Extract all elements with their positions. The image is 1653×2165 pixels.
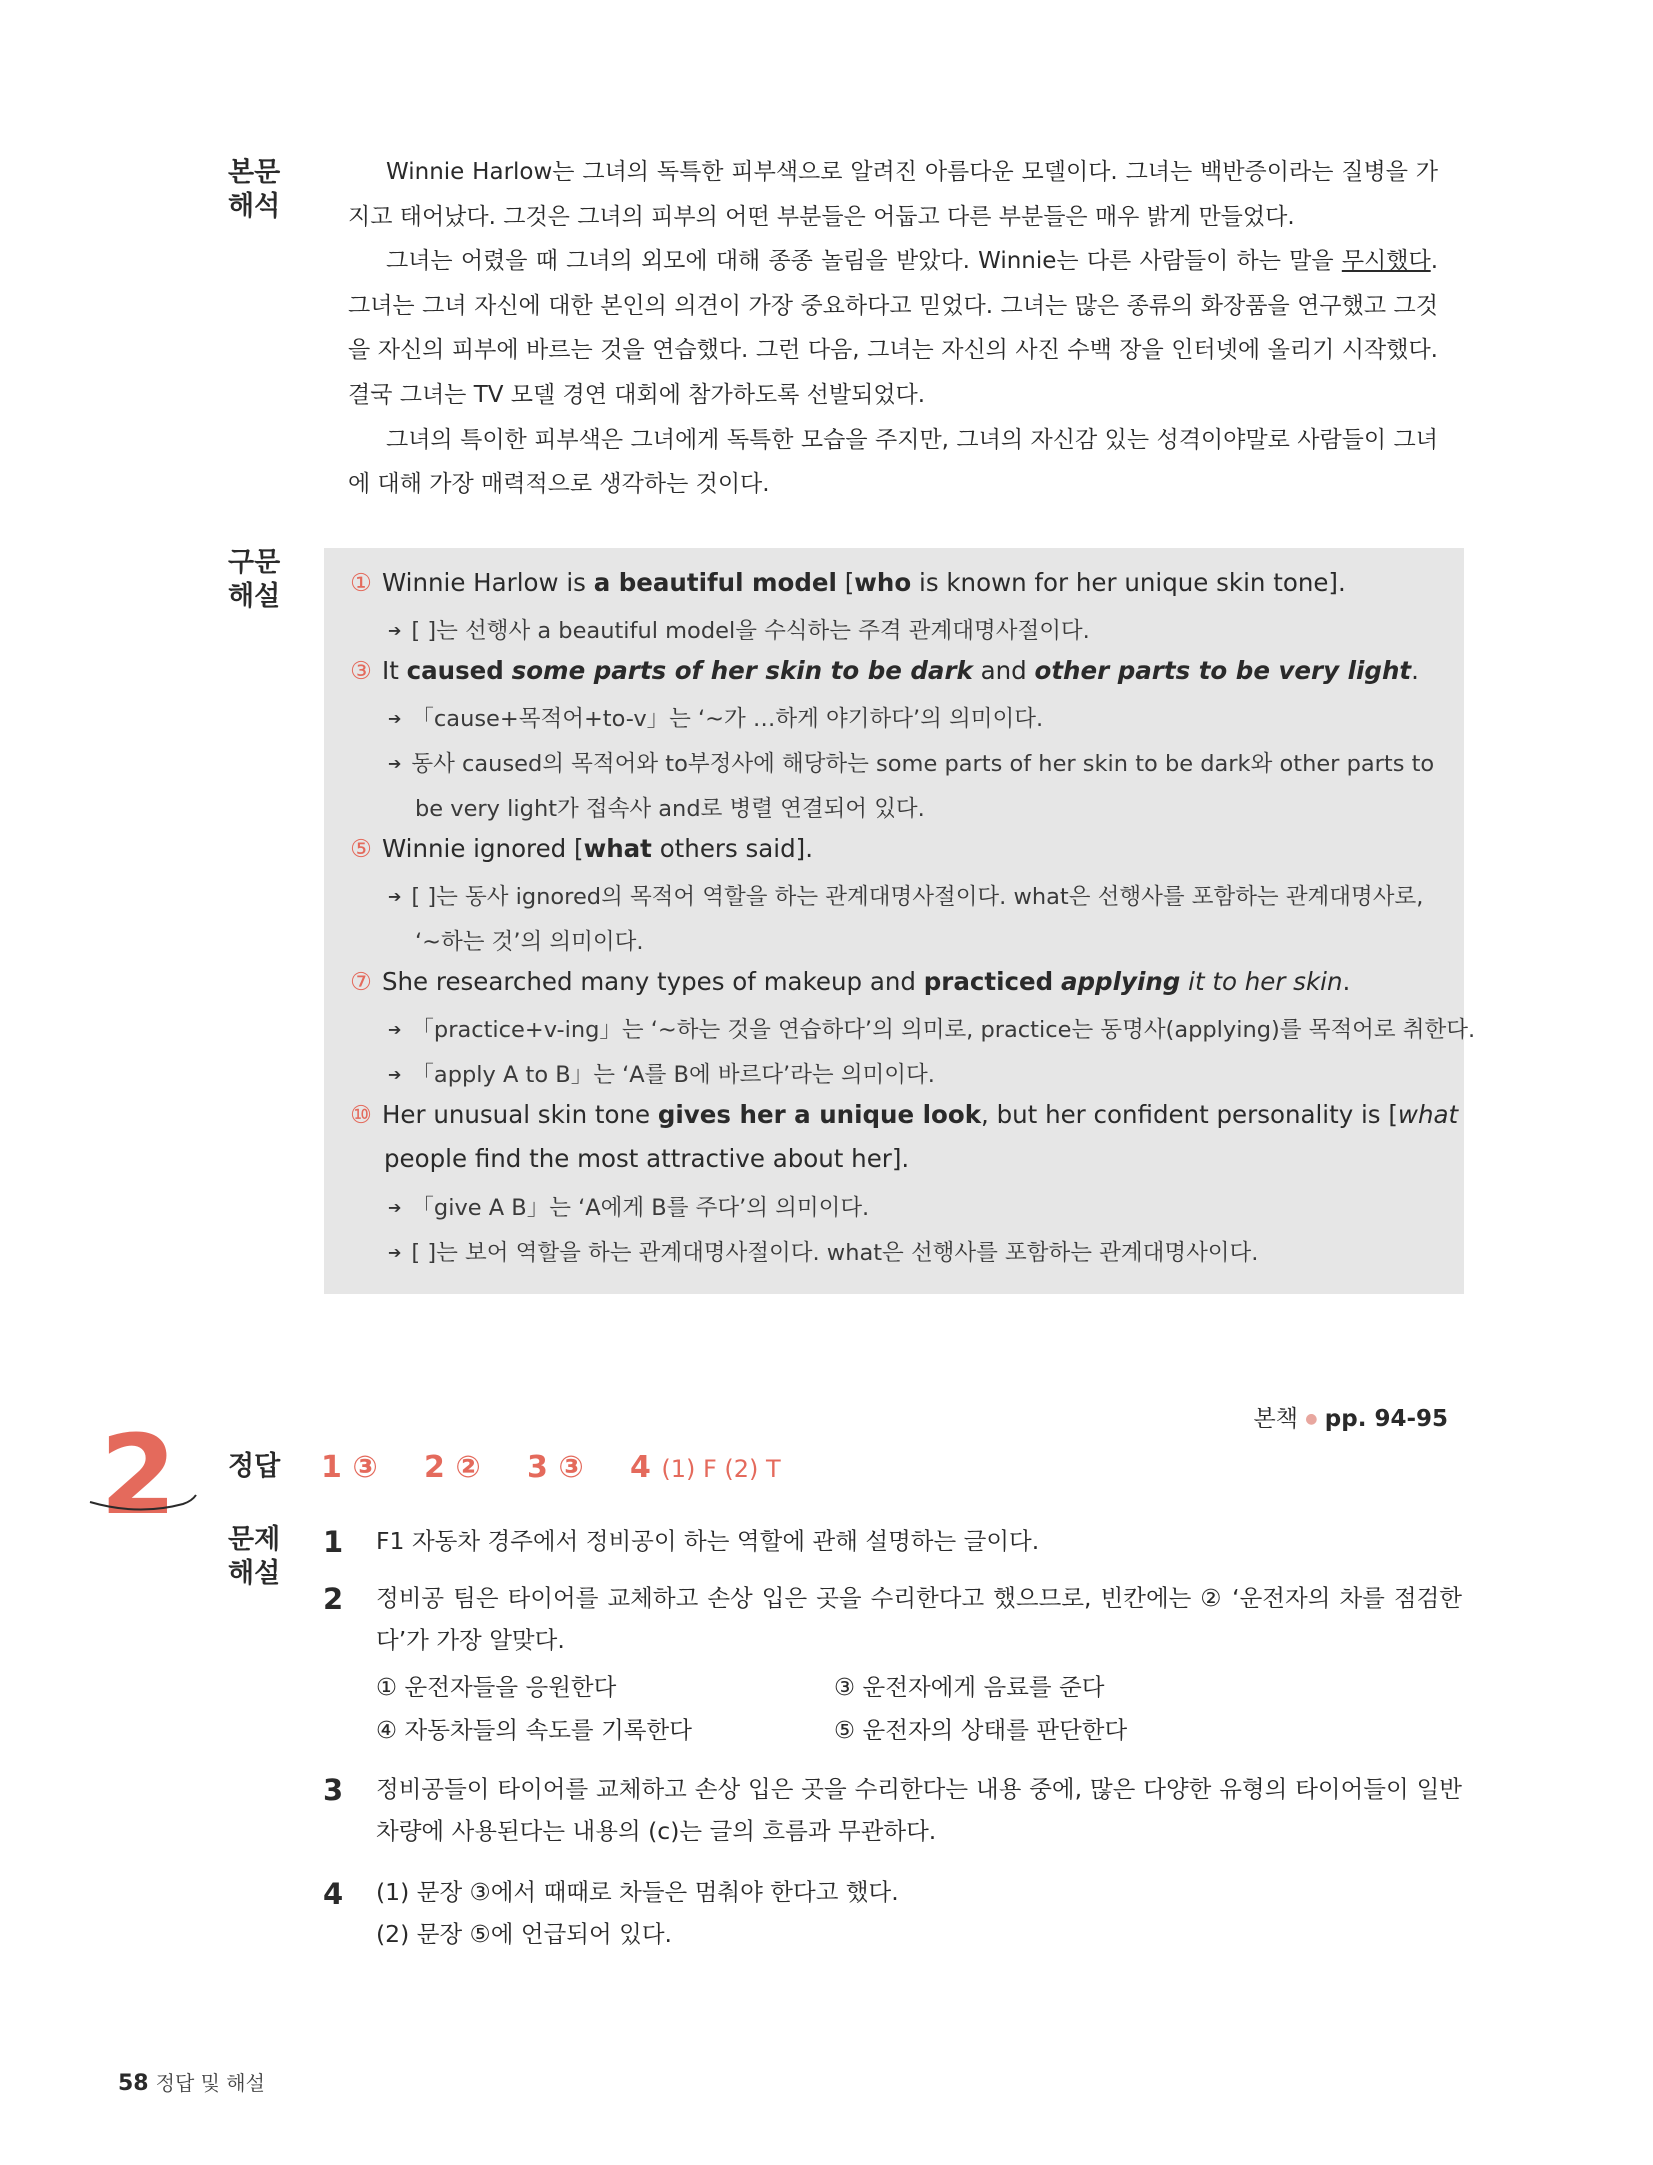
arrow-icon: ➔ <box>388 754 402 773</box>
arrow-icon: ➔ <box>388 621 402 640</box>
text-span: , but her confident personality is [ <box>981 1100 1398 1129</box>
grammar-note-continued <box>415 924 644 956</box>
book-reference <box>1253 1400 1448 1433</box>
question-2-number: 2 <box>323 1582 344 1616</box>
text-span: people find the most attractive about her]. <box>384 1144 910 1173</box>
grammar-label <box>228 546 280 614</box>
note-text: 「apply A to B」는 ‘A를 B에 바르다’라는 의미이다. <box>411 1062 935 1088</box>
question-2-option-3: ③ 운전자에게 음료를 준다 <box>834 1673 1105 1701</box>
answer-3: 3 ③ <box>527 1450 584 1485</box>
book-ref-label: 본책 <box>1253 1406 1298 1432</box>
text-bold-italic: other parts to be very light <box>1034 656 1412 685</box>
arrow-icon: ➔ <box>388 1198 402 1217</box>
translation-p2-start: 그녀는 어렸을 때 그녀의 외모에 대해 종종 놀림을 받았다. Winnie는 다른 사람들이 하는 말을 <box>386 248 1342 275</box>
page-number: 58 <box>118 2071 149 2096</box>
grammar-note <box>388 1012 1475 1044</box>
answer-label: 정답 <box>228 1451 281 1482</box>
translation-paragraph-2 <box>348 239 1438 417</box>
text-bold-italic: applying <box>1060 967 1181 996</box>
text-span: . <box>1411 656 1419 685</box>
grammar-note <box>388 1057 935 1089</box>
arrow-icon: ➔ <box>388 1243 402 1262</box>
note-text: 「practice+v-ing」는 ‘~하는 것을 연습하다’의 의미로, practice는 동명사(applying)를 목적어로 취한다. <box>411 1017 1476 1043</box>
note-text: [ ]는 보어 역할을 하는 관계대명사절이다. what은 선행사를 포함하는 관계대명사이다. <box>411 1240 1259 1266</box>
answer-4 <box>630 1450 781 1485</box>
note-text: 「cause+목적어+to-v」는 ‘~가 …하게 야기하다’의 의미이다. <box>411 706 1044 732</box>
question-2-option-5: ⑤ 운전자의 상태를 판단한다 <box>834 1716 1128 1744</box>
grammar-sentence-1 <box>350 568 1346 597</box>
question-4-line-1: (1) 문장 ③에서 때때로 차들은 멈춰야 한다고 했다. <box>376 1878 899 1906</box>
note-text: [ ]는 동사 ignored의 목적어 역할을 하는 관계대명사절이다. what은 선행사를 포함하는 관계대명사로, <box>411 884 1424 910</box>
text-span: Winnie Harlow is <box>381 568 594 597</box>
circled-number: ⑦ <box>350 967 372 996</box>
translation-p2-end: . 그녀는 그녀 자신에 대한 본인의 의견이 가장 중요하다고 믿었다. 그녀는 많은 종류의 화장품을 연구했고 그것을 자신의 피부에 바르는 것을 연습했다. 그런 다음, 그녀는 자신의 사진 수백 장을 인터넷에 올리기 시작했다. 결국 그녀는 TV 모델 경연 대회에 참가하도록 선발되었다. <box>348 248 1438 408</box>
arrow-icon: ➔ <box>388 1020 402 1039</box>
translation-label-line1: 본문 <box>228 157 281 188</box>
section-number-swoosh <box>88 1492 198 1518</box>
explanation-label-line1: 문제 <box>228 1524 281 1555</box>
circled-number: ⑩ <box>350 1100 372 1129</box>
text-span: Winnie ignored [ <box>381 834 584 863</box>
text-bold: practiced <box>923 967 1054 996</box>
text-bold-italic: some parts of her skin to be dark <box>511 656 973 685</box>
grammar-note <box>388 1190 869 1222</box>
grammar-sentence-3 <box>350 656 1419 685</box>
translation-label <box>228 156 280 224</box>
question-4-line-2: (2) 문장 ⑤에 언급되어 있다. <box>376 1920 673 1948</box>
text-span: others said]. <box>651 834 813 863</box>
translation-label-line2: 해석 <box>228 191 281 222</box>
text-bold: a beautiful model <box>593 568 837 597</box>
question-2-option-1: ① 운전자들을 응원한다 <box>376 1673 617 1701</box>
text-bold: who <box>854 568 912 597</box>
text-span: She researched many types of makeup and <box>381 967 924 996</box>
question-1-number: 1 <box>323 1525 344 1559</box>
grammar-sentence-5 <box>350 834 813 863</box>
question-4-explanation <box>376 1871 1456 1955</box>
answer-1: 1 ③ <box>321 1450 378 1485</box>
dot-icon: ● <box>1305 1411 1318 1427</box>
page-footer-title: 정답 및 해설 <box>155 2071 265 2095</box>
grammar-sentence-10-continued <box>384 1144 909 1173</box>
arrow-icon: ➔ <box>388 887 402 906</box>
question-3-explanation: 정비공들이 타이어를 교체하고 손상 입은 곳을 수리한다는 내용 중에, 많은 다양한 유형의 타이어들이 일반 차량에 사용된다는 내용의 (c)는 글의 흐름과 무관하다. <box>376 1775 1462 1845</box>
explanation-label <box>228 1523 280 1591</box>
explanation-label-line2: 해설 <box>228 1558 281 1589</box>
text-span: It <box>381 656 407 685</box>
text-bold: what <box>583 834 652 863</box>
text-span: Her unusual skin tone <box>381 1100 658 1129</box>
note-text: 동사 caused의 목적어와 to부정사에 해당하는 some parts of her skin to be dark와 other parts to <box>411 751 1435 777</box>
text-bold: gives her a unique look <box>657 1100 982 1129</box>
section-number: 2 <box>100 1411 177 1539</box>
answer-2: 2 ② <box>424 1450 481 1485</box>
translation-paragraph-1: Winnie Harlow는 그녀의 독특한 피부색으로 알려진 아름다운 모델이다. 그녀는 백반증이라는 질병을 가지고 태어났다. 그것은 그녀의 피부의 어떤 부분들은 어둡고 다른 부분들은 매우 밝게 만들었다. <box>348 159 1438 230</box>
grammar-note <box>388 1235 1258 1267</box>
text-span: . <box>1342 967 1351 996</box>
text-italic: what <box>1397 1100 1459 1129</box>
text-span: and <box>972 656 1035 685</box>
translation-underlined-word: 무시했다 <box>1341 248 1431 275</box>
note-text: 「give A B」는 ‘A에게 B를 주다’의 의미이다. <box>411 1195 870 1221</box>
text-bold: caused <box>406 656 504 685</box>
circled-number: ③ <box>350 656 372 685</box>
page-footer <box>118 2067 265 2096</box>
grammar-note <box>388 746 1434 778</box>
grammar-label-line1: 구문 <box>228 547 281 578</box>
text-span: [ <box>836 568 855 597</box>
question-1-explanation: F1 자동차 경주에서 정비공이 하는 역할에 관해 설명하는 글이다. <box>376 1527 1040 1555</box>
translation-paragraph-3: 그녀의 특이한 피부색은 그녀에게 독특한 모습을 주지만, 그녀의 자신감 있는 성격이야말로 사람들이 그녀에 대해 가장 매력적으로 생각하는 것이다. <box>348 426 1438 498</box>
question-2-option-4: ④ 자동차들의 속도를 기록한다 <box>376 1716 692 1744</box>
answer-4-detail: (1) F (2) T <box>661 1455 781 1483</box>
grammar-note-continued <box>415 791 925 823</box>
grammar-note <box>388 613 1090 645</box>
grammar-note <box>388 701 1043 733</box>
note-text: [ ]는 선행사 a beautiful model을 수식하는 주격 관계대명사절이다. <box>411 618 1090 644</box>
grammar-note <box>388 879 1423 911</box>
circled-number: ⑤ <box>350 834 372 863</box>
note-text: be very light가 접속사 and로 병렬 연결되어 있다. <box>415 796 925 822</box>
book-ref-pages: pp. 94-95 <box>1324 1406 1448 1432</box>
question-3-number: 3 <box>323 1773 344 1807</box>
question-4-number: 4 <box>323 1877 344 1911</box>
note-text: ‘~하는 것’의 의미이다. <box>415 929 644 955</box>
text-italic: it to her skin <box>1188 967 1343 996</box>
circled-number: ① <box>350 568 372 597</box>
translation-body <box>348 150 1438 507</box>
arrow-icon: ➔ <box>388 709 402 728</box>
grammar-sentence-7 <box>350 967 1350 996</box>
question-2-explanation: 정비공 팀은 타이어를 교체하고 손상 입은 곳을 수리한다고 했으므로, 빈칸에는 ② ‘운전자의 차를 점검한다’가 가장 알맞다. <box>376 1584 1462 1654</box>
arrow-icon: ➔ <box>388 1065 402 1084</box>
text-span: is known for her unique skin tone]. <box>911 568 1346 597</box>
grammar-sentence-10 <box>350 1100 1458 1129</box>
answer-4-number: 4 <box>630 1450 651 1485</box>
grammar-label-line2: 해설 <box>228 581 281 612</box>
grammar-box <box>324 548 1476 1294</box>
